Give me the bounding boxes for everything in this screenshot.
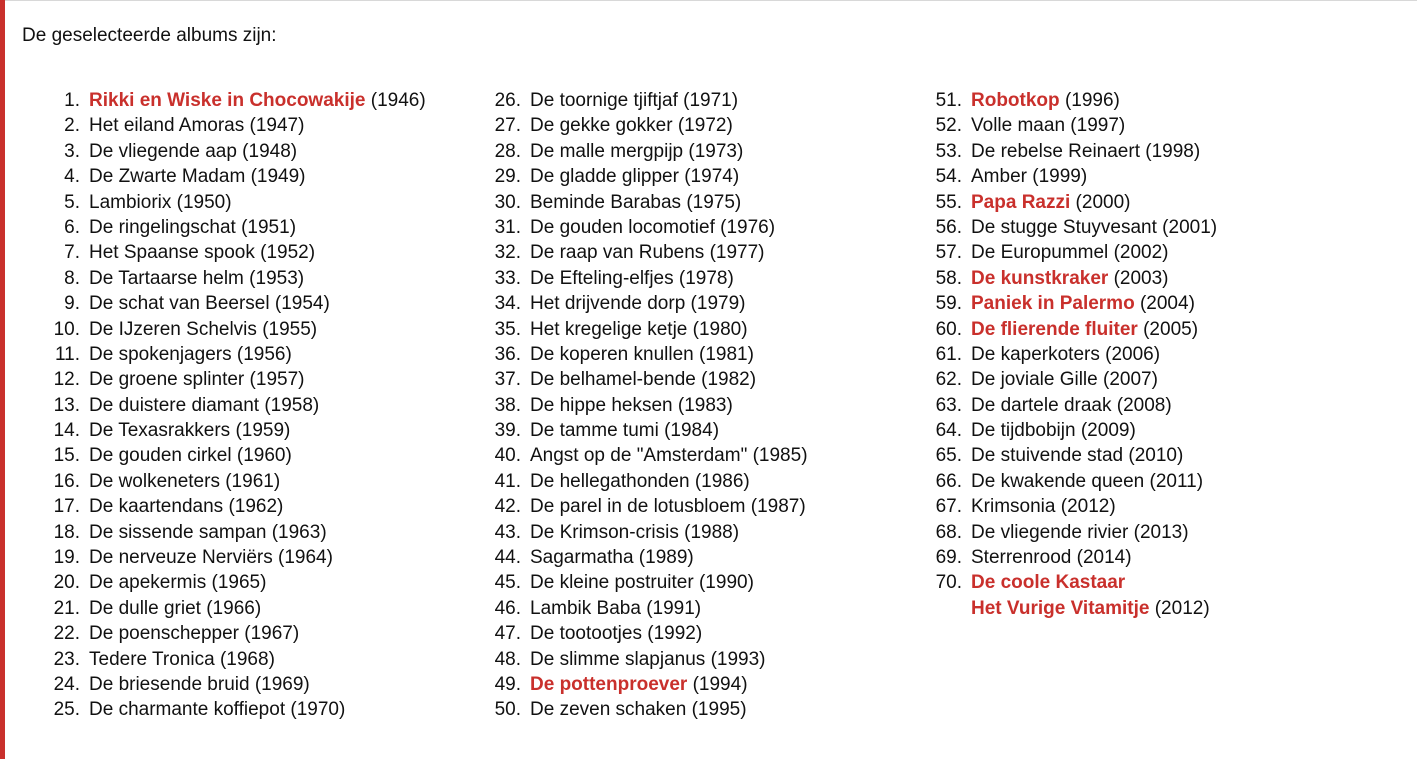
album-item <box>922 443 1217 468</box>
album-year: (2007) <box>1103 369 1158 391</box>
album-item <box>42 291 426 316</box>
album-title: De Zwarte Madam <box>89 166 246 188</box>
album-year: (1953) <box>249 267 305 289</box>
album-number: 27. <box>494 115 521 137</box>
album-title: De parel in de lotusbloem <box>530 496 746 518</box>
album-year: (1993) <box>710 648 766 670</box>
album-year: (2009) <box>1080 420 1136 442</box>
album-year: (1986) <box>694 470 750 492</box>
album-year: (1972) <box>677 115 733 137</box>
album-list-column-2 <box>481 88 808 723</box>
album-title: De kleine postruiter <box>530 572 694 594</box>
album-number: 53. <box>935 140 962 162</box>
album-year: (2002) <box>1113 242 1169 264</box>
album-number: 52. <box>935 115 962 137</box>
album-title: De coole Kastaar <box>971 572 1126 594</box>
album-title: Het drijvende dorp <box>530 293 686 315</box>
album-item <box>481 494 808 519</box>
album-year: (1946) <box>370 90 426 111</box>
album-year: (1955) <box>262 318 318 340</box>
album-number: 4. <box>64 166 80 188</box>
album-title: De dartele draak <box>971 394 1112 416</box>
album-title: De apekermis <box>89 572 207 594</box>
album-number: 57. <box>935 242 962 264</box>
album-year: (1987) <box>750 496 806 518</box>
album-year: (1997) <box>1070 115 1126 137</box>
album-number: 39. <box>494 420 521 442</box>
album-title: De Tartaarse helm <box>89 267 244 289</box>
album-number: 47. <box>494 623 521 645</box>
album-item <box>42 240 426 265</box>
album-number: 58. <box>935 267 962 289</box>
album-number: 44. <box>494 547 521 569</box>
album-number: 40. <box>494 445 521 467</box>
intro-text: De geselecteerde albums zijn: <box>22 25 277 46</box>
album-item <box>481 215 808 240</box>
album-item <box>42 647 426 672</box>
album-number: 1. <box>64 90 80 111</box>
album-item <box>481 469 808 494</box>
album-title: Sagarmatha <box>530 547 634 569</box>
album-year: (1958) <box>264 394 320 416</box>
album-title: De zeven schaken <box>530 699 687 721</box>
album-title: De spokenjagers <box>89 343 232 365</box>
album-title: De hellegathonden <box>530 470 690 492</box>
album-title: De toornige tjiftjaf <box>530 90 678 111</box>
album-year: (1947) <box>249 115 305 137</box>
album-number: 12. <box>53 369 80 391</box>
album-year: (1966) <box>206 597 262 619</box>
album-year: (1971) <box>683 90 739 111</box>
album-title: De gladde glipper <box>530 166 679 188</box>
album-title: Tedere Tronica <box>89 648 215 670</box>
album-title: Beminde Barabas <box>530 191 682 213</box>
album-item <box>42 443 426 468</box>
album-item <box>42 113 426 138</box>
album-number: 20. <box>53 572 80 594</box>
album-title: De nerveuze Nerviërs <box>89 547 273 569</box>
album-item <box>481 621 808 646</box>
album-title: De flierende fluiter <box>971 318 1138 340</box>
album-year: (1991) <box>646 597 702 619</box>
album-year: (1976) <box>720 216 776 238</box>
album-number: 59. <box>935 293 962 315</box>
album-year: (1983) <box>677 394 733 416</box>
album-title: De rebelse Reinaert <box>971 140 1140 162</box>
album-title: De tamme tumi <box>530 420 659 442</box>
album-title: De vliegende rivier <box>971 521 1129 543</box>
album-year: (1988) <box>684 521 740 543</box>
album-title: Het kregelige ketje <box>530 318 688 340</box>
album-item <box>42 672 426 697</box>
album-item <box>481 317 808 342</box>
album-item <box>42 88 426 113</box>
album-number: 32. <box>494 242 521 264</box>
album-number: 19. <box>53 547 80 569</box>
album-number: 46. <box>494 597 521 619</box>
album-item <box>42 545 426 570</box>
album-item <box>42 215 426 240</box>
album-number: 66. <box>935 470 962 492</box>
album-number: 16. <box>53 470 80 492</box>
album-title: Het Spaanse spook <box>89 242 255 264</box>
album-number: 5. <box>64 191 80 213</box>
album-number: 45. <box>494 572 521 594</box>
left-accent-bar <box>0 0 5 759</box>
album-title: De ringelingschat <box>89 216 236 238</box>
album-number: 56. <box>935 216 962 238</box>
album-year: (1979) <box>690 293 746 315</box>
album-title: De poenschepper <box>89 623 239 645</box>
album-item <box>481 164 808 189</box>
album-title: De slimme slapjanus <box>530 648 706 670</box>
album-item <box>922 215 1217 240</box>
album-number: 3. <box>64 140 80 162</box>
album-number: 15. <box>53 445 80 467</box>
album-item <box>481 672 808 697</box>
album-year: (1999) <box>1032 166 1088 188</box>
album-number: 25. <box>53 699 80 721</box>
album-item <box>922 520 1217 545</box>
album-number: 62. <box>935 369 962 391</box>
album-year: (2012) <box>1060 496 1116 518</box>
album-list-column-1 <box>42 88 426 723</box>
album-number: 37. <box>494 369 521 391</box>
album-title: De malle mergpijp <box>530 140 684 162</box>
album-number: 38. <box>494 394 521 416</box>
album-year: (1954) <box>274 293 330 315</box>
album-year: (1956) <box>236 343 292 365</box>
album-number: 54. <box>935 166 962 188</box>
album-title: Angst op de "Amsterdam" <box>530 445 748 467</box>
album-title: De stugge Stuyvesant <box>971 216 1157 238</box>
album-number: 55. <box>935 191 962 213</box>
album-year: (1978) <box>678 267 734 289</box>
album-item <box>481 570 808 595</box>
album-year: (2013) <box>1133 521 1189 543</box>
album-title: De pottenproever <box>530 673 688 695</box>
album-year: (1998) <box>1145 140 1201 162</box>
album-year: (2012) <box>1154 597 1210 619</box>
album-number: 21. <box>53 597 80 619</box>
album-year: (1949) <box>250 166 306 188</box>
album-item <box>922 240 1217 265</box>
album-number: 64. <box>935 420 962 442</box>
album-year: (1994) <box>692 673 748 695</box>
album-year: (1975) <box>686 191 742 213</box>
album-number: 49. <box>494 673 521 695</box>
album-number: 36. <box>494 343 521 365</box>
album-number: 14. <box>53 420 80 442</box>
album-title: Papa Razzi <box>971 191 1071 213</box>
album-title: De kaartendans <box>89 496 224 518</box>
album-item <box>481 647 808 672</box>
album-title: De gouden locomotief <box>530 216 715 238</box>
album-item <box>922 88 1217 113</box>
album-number: 22. <box>53 623 80 645</box>
album-year: (1962) <box>228 496 284 518</box>
album-item <box>481 240 808 265</box>
album-year: (1981) <box>699 343 754 365</box>
album-item <box>42 621 426 646</box>
top-divider <box>5 0 1417 1</box>
album-title: Paniek in Palermo <box>971 293 1135 315</box>
album-title: De groene splinter <box>89 369 245 391</box>
album-title: Het Vurige Vitamitje <box>971 597 1150 619</box>
album-item <box>922 164 1217 189</box>
album-item <box>922 393 1217 418</box>
album-item <box>922 190 1217 215</box>
album-item <box>922 545 1217 570</box>
album-title: Rikki en Wiske in Chocowakije <box>89 90 366 111</box>
album-year: (1959) <box>235 420 291 442</box>
album-item <box>922 113 1217 138</box>
album-title: De stuivende stad <box>971 445 1124 467</box>
album-year: (1995) <box>691 699 747 721</box>
album-year: (2011) <box>1149 470 1204 492</box>
album-item <box>922 342 1217 367</box>
album-year: (1977) <box>709 242 765 264</box>
album-item <box>922 494 1217 519</box>
album-item <box>42 697 426 722</box>
album-item <box>42 342 426 367</box>
album-item <box>481 367 808 392</box>
album-number: 23. <box>53 648 80 670</box>
album-item <box>42 367 426 392</box>
album-title: De Texasrakkers <box>89 420 231 442</box>
album-year: (2010) <box>1128 445 1184 467</box>
album-number: 69. <box>935 547 962 569</box>
album-item <box>481 520 808 545</box>
album-title: Sterrenrood <box>971 547 1072 569</box>
album-title: De wolkeneters <box>89 470 220 492</box>
album-year: (1950) <box>176 191 232 213</box>
album-year: (2008) <box>1116 394 1172 416</box>
album-title: De kaperkoters <box>971 343 1100 365</box>
album-number: 50. <box>494 699 521 721</box>
album-year: (1973) <box>688 140 744 162</box>
album-year: (2006) <box>1105 343 1161 365</box>
album-number: 70. <box>935 572 962 594</box>
album-title: De koperen knullen <box>530 343 694 365</box>
album-item <box>42 266 426 291</box>
album-year: (1984) <box>664 420 720 442</box>
album-title: De tootootjes <box>530 623 642 645</box>
album-year: (1985) <box>752 445 808 467</box>
album-number: 68. <box>935 521 962 543</box>
album-title: De schat van Beersel <box>89 293 270 315</box>
album-number: 43. <box>494 521 521 543</box>
album-item <box>42 469 426 494</box>
album-title: Krimsonia <box>971 496 1056 518</box>
album-title: De Krimson-crisis <box>530 521 679 543</box>
album-item <box>481 443 808 468</box>
album-number: 10. <box>53 318 80 340</box>
album-year: (1969) <box>254 673 310 695</box>
album-title: Het eiland Amoras <box>89 115 245 137</box>
album-year: (1957) <box>249 369 305 391</box>
album-item <box>922 570 1217 595</box>
album-list-column-3 <box>922 88 1217 621</box>
album-item <box>481 342 808 367</box>
album-title: De belhamel-bende <box>530 369 696 391</box>
album-year: (1965) <box>211 572 267 594</box>
album-year: (1964) <box>278 547 333 569</box>
album-title: De charmante koffiepot <box>89 699 286 721</box>
album-item <box>42 570 426 595</box>
album-year: (2014) <box>1076 547 1132 569</box>
album-number: 33. <box>494 267 521 289</box>
album-year: (1990) <box>698 572 754 594</box>
album-title: De tijdbobijn <box>971 420 1076 442</box>
album-title: De Europummel <box>971 242 1109 264</box>
album-item <box>922 367 1217 392</box>
album-number: 48. <box>494 648 521 670</box>
album-item <box>922 418 1217 443</box>
album-item <box>481 418 808 443</box>
album-number: 41. <box>494 470 521 492</box>
album-number: 24. <box>53 673 80 695</box>
album-year: (1989) <box>638 547 694 569</box>
album-year: (1982) <box>701 369 757 391</box>
album-item <box>481 697 808 722</box>
album-title: Lambik Baba <box>530 597 641 619</box>
album-number: 17. <box>53 496 80 518</box>
album-title: De briesende bruid <box>89 673 250 695</box>
album-year: (1952) <box>260 242 316 264</box>
album-number: 65. <box>935 445 962 467</box>
album-title: Lambiorix <box>89 191 172 213</box>
album-number: 30. <box>494 191 521 213</box>
album-item <box>42 164 426 189</box>
album-number: 9. <box>64 293 80 315</box>
album-item <box>922 291 1217 316</box>
album-year: (2005) <box>1143 318 1199 340</box>
album-year: (1963) <box>271 521 327 543</box>
album-title: De vliegende aap <box>89 140 237 162</box>
album-number: 2. <box>64 115 80 137</box>
album-title: De sissende sampan <box>89 521 267 543</box>
album-item <box>42 520 426 545</box>
album-item <box>42 317 426 342</box>
album-title: De Efteling-elfjes <box>530 267 674 289</box>
album-title: De dulle griet <box>89 597 201 619</box>
album-item <box>922 317 1217 342</box>
album-number: 60. <box>935 318 962 340</box>
album-item <box>922 596 1217 621</box>
album-year: (1961) <box>225 470 281 492</box>
album-title: Robotkop <box>971 90 1060 111</box>
album-number: 29. <box>494 166 521 188</box>
album-item <box>42 596 426 621</box>
album-item <box>481 266 808 291</box>
album-title: De gouden cirkel <box>89 445 232 467</box>
album-year: (2003) <box>1113 267 1169 289</box>
album-title: De hippe heksen <box>530 394 673 416</box>
album-title: De joviale Gille <box>971 369 1098 391</box>
album-title: Amber <box>971 166 1027 188</box>
album-number: 6. <box>64 216 80 238</box>
album-item <box>481 393 808 418</box>
album-number: 61. <box>935 343 962 365</box>
album-number: 42. <box>494 496 521 518</box>
album-year: (1948) <box>242 140 298 162</box>
album-item <box>42 418 426 443</box>
album-number: 63. <box>935 394 962 416</box>
album-item <box>481 596 808 621</box>
album-number: 31. <box>494 216 521 238</box>
album-number: 7. <box>64 242 80 264</box>
album-item <box>42 494 426 519</box>
album-year: (1980) <box>692 318 748 340</box>
album-item <box>922 139 1217 164</box>
album-item <box>481 113 808 138</box>
album-number: 51. <box>935 90 962 111</box>
album-number: 26. <box>494 90 521 111</box>
album-year: (1967) <box>244 623 300 645</box>
album-year: (1960) <box>236 445 292 467</box>
album-item <box>42 139 426 164</box>
album-item <box>922 266 1217 291</box>
album-year: (1992) <box>647 623 703 645</box>
album-number: 67. <box>935 496 962 518</box>
album-year: (1968) <box>219 648 275 670</box>
album-item <box>481 545 808 570</box>
album-year: (2000) <box>1075 191 1131 213</box>
album-item <box>481 139 808 164</box>
album-item <box>481 190 808 215</box>
album-year: (1951) <box>241 216 297 238</box>
album-item <box>481 291 808 316</box>
album-item <box>42 190 426 215</box>
album-title: De duistere diamant <box>89 394 260 416</box>
album-number: 13. <box>53 394 80 416</box>
album-item <box>481 88 808 113</box>
album-year: (1974) <box>684 166 740 188</box>
album-year: (2004) <box>1139 293 1195 315</box>
album-number: 8. <box>64 267 80 289</box>
album-title: Volle maan <box>971 115 1066 137</box>
album-number: 18. <box>53 521 80 543</box>
album-year: (2001) <box>1162 216 1218 238</box>
album-title: De kwakende queen <box>971 470 1145 492</box>
album-number: 28. <box>494 140 521 162</box>
album-year: (1996) <box>1064 90 1120 111</box>
album-number: 35. <box>494 318 521 340</box>
album-title: De IJzeren Schelvis <box>89 318 257 340</box>
album-title: De kunstkraker <box>971 267 1109 289</box>
album-number: 11. <box>54 343 80 365</box>
album-title: De raap van Rubens <box>530 242 705 264</box>
album-title: De gekke gokker <box>530 115 673 137</box>
album-year: (1970) <box>290 699 346 721</box>
album-item <box>42 393 426 418</box>
album-number: 34. <box>494 293 521 315</box>
album-item <box>922 469 1217 494</box>
